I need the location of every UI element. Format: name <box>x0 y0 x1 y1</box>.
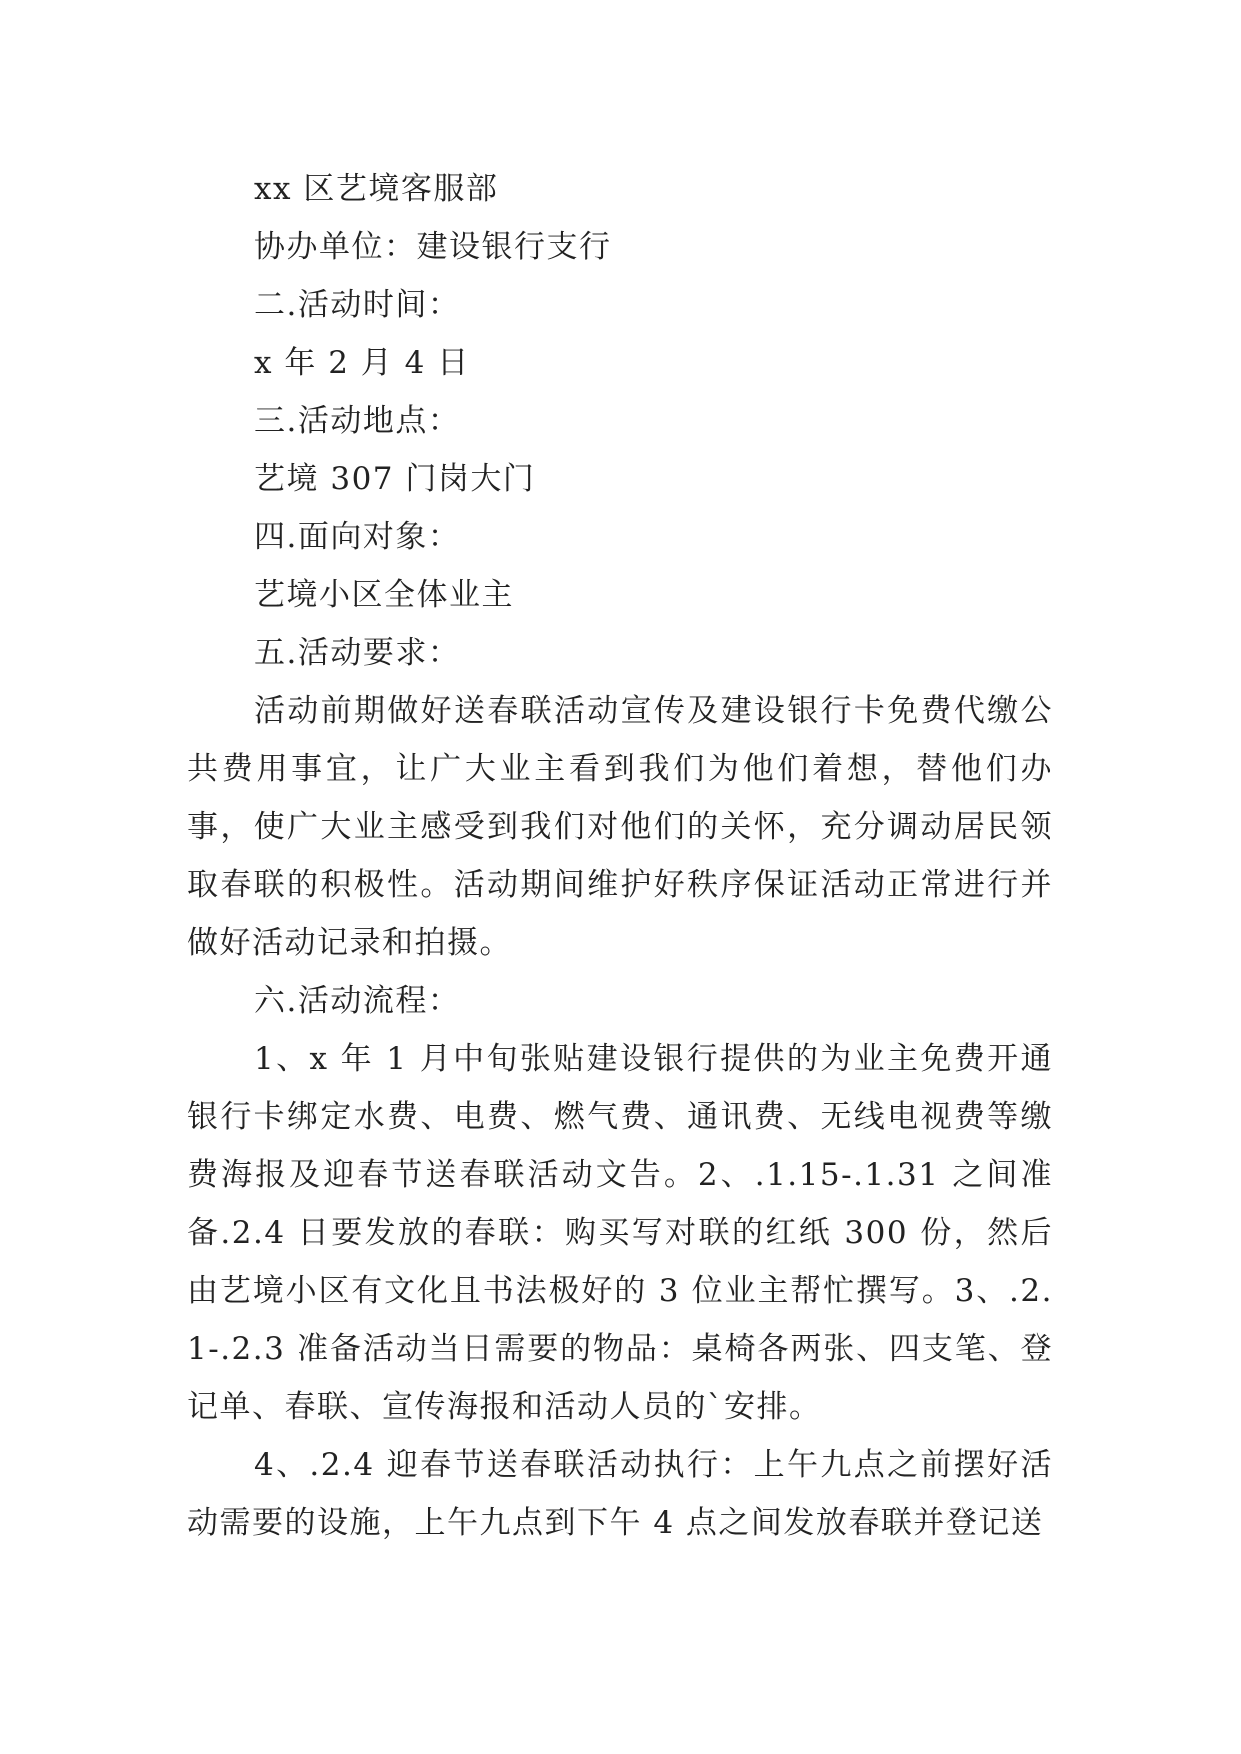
document-body <box>187 160 1053 1552</box>
section-heading-location: 三.活动地点： <box>254 403 461 439</box>
requirements-paragraph: 活动前期做好送春联活动宣传及建设银行卡免费代缴公共费用事宜，让广大业主看到我们为他们着想，替他们办事，使广大业主感受到我们对他们的关怀，充分调动居民领取春联的积极性。活动期间维护好秩序保证活动正常进行并做好活动记录和拍摄。 <box>187 693 1053 961</box>
section-heading-process: 六.活动流程： <box>254 983 461 1019</box>
activity-audience: 艺境小区全体业主 <box>254 577 514 613</box>
co-organizer-line: 协办单位：建设银行支行 <box>254 229 612 265</box>
activity-location: 艺境 307 门岗大门 <box>254 461 536 497</box>
section-heading-time: 二.活动时间： <box>254 287 461 323</box>
section-heading-requirements: 五.活动要求： <box>254 635 461 671</box>
process-paragraph-2: 4、.2.4 迎春节送春联活动执行：上午九点之前摆好活动需要的设施，上午九点到下午 4 点之间发放春联并登记送 <box>187 1447 1053 1541</box>
organizer-line: xx 区艺境客服部 <box>254 171 499 207</box>
section-heading-audience: 四.面向对象： <box>254 519 461 555</box>
activity-date: x 年 2 月 4 日 <box>254 345 470 381</box>
process-paragraph-1: 1、x 年 1 月中旬张贴建设银行提供的为业主免费开通银行卡绑定水费、电费、燃气费、通讯费、无线电视费等缴费海报及迎春节送春联活动文告。2、.1.15-.1.31 之间准备.2.4 日要发放的春联：购买写对联的红纸 300 份，然后由艺境小区有文化且书法极好的 3 位业主帮忙撰写。3、.2.1-.2.3 准备活动当日需要的物品：桌椅各两张、四支笔、登记单、春联、宣传海报和活动人员的`安排。 <box>187 1041 1053 1425</box>
